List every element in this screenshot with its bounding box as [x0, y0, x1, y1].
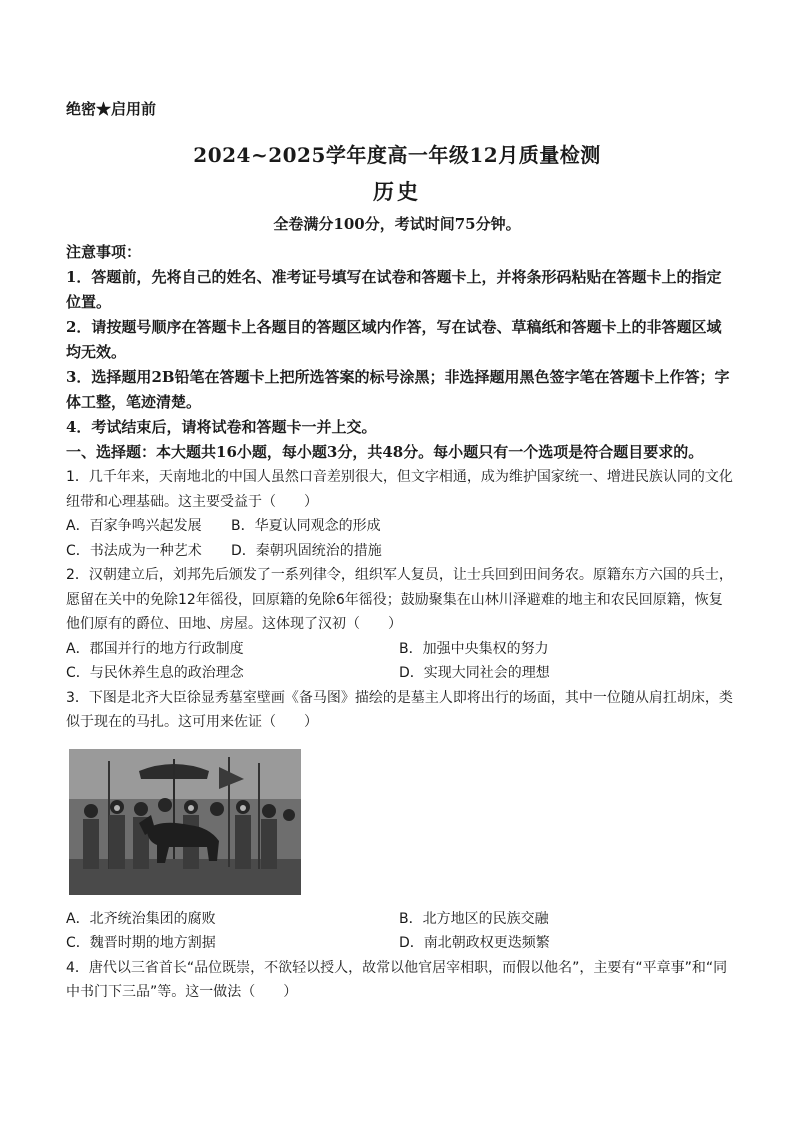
- question-3-options-row-1: [66, 907, 734, 932]
- note-item-4: 4．考试结束后，请将试卷和答题卡一并上交。: [66, 418, 377, 436]
- exam-subject: 历史: [373, 179, 421, 204]
- question-3-option-d: D．南北朝政权更迭频繁: [399, 935, 550, 951]
- mural-figure-area: [66, 735, 734, 907]
- question-3-stem: 3．下图是北齐大臣徐显秀墓室壁画《备马图》描绘的是墓主人即将出行的场面，其中一位随从肩扛胡床，类似于现在的马扎。这可用来佐证（ ）: [66, 689, 733, 730]
- section-heading: 一、选择题：本大题共16小题，每小题3分，共48分。每小题只有一个选项是符合题目要求的。: [66, 443, 704, 461]
- question-4-stem: 4．唐代以三省首长“品位既崇，不欲轻以授人，故常以他官居宰相职，而假以他名”，主要有“平章事”和“同中书门下三品”等。这一做法（ ）: [66, 959, 728, 1000]
- note-item-2: 2．请按题号顺序在答题卡上各题目的答题区域内作答，写在试卷、草稿纸和答题卡上的非答题区域均无效。: [66, 318, 722, 361]
- question-2-option-c: C．与民休养生息的政治理念: [66, 665, 244, 681]
- note-item-3: 3．选择题用2B铅笔在答题卡上把所选答案的标号涂黑；非选择题用黑色签字笔在答题卡上作答；字体工整，笔迹清楚。: [66, 368, 730, 411]
- note-item-1: 1．答题前，先将自己的姓名、准考证号填写在试卷和答题卡上，并将条形码粘贴在答题卡上的指定位置。: [66, 268, 722, 311]
- question-2-option-d: D．实现大同社会的理想: [399, 665, 550, 681]
- question-1-option-a: A．百家争鸣兴起发展: [66, 518, 202, 534]
- question-3-option-b: B．北方地区的民族交融: [399, 910, 549, 927]
- question-3-options-row-2: [66, 931, 734, 956]
- question-2-option-b: B．加强中央集权的努力: [399, 640, 549, 657]
- question-2-options-row-2: [66, 661, 734, 686]
- notes-heading: 注意事项：: [66, 243, 142, 261]
- question-2-options-row-1: [66, 637, 734, 662]
- question-1-option-c: C．书法成为一种艺术: [66, 542, 202, 559]
- exam-content: [66, 240, 734, 1005]
- question-1-option-d: D．秦朝巩固统治的措施: [231, 542, 382, 559]
- question-2-option-a: A．郡国并行的地方行政制度: [66, 640, 244, 657]
- mural-image: [69, 749, 301, 895]
- exam-title: 2024~2025学年度高一年级12月质量检测: [193, 143, 601, 167]
- confidential-label: 绝密★启用前: [66, 100, 157, 118]
- question-3-option-a: A．北齐统治集团的腐败: [66, 910, 216, 927]
- question-3-option-c: C．魏晋时期的地方割据: [66, 935, 216, 951]
- question-1-stem: 1．几千年来，天南地北的中国人虽然口音差别很大，但文字相通，成为维护国家统一、增进民族认同的文化纽带和心理基础。这主要受益于（ ）: [66, 469, 733, 510]
- question-2-stem: 2．汉朝建立后，刘邦先后颁发了一系列律令，组织军人复员，让士兵回到田间务农。原籍东方六国的兵士，愿留在关中的免除12年徭役，回原籍的免除6年徭役；鼓励聚集在山林川泽避难的地主和农民回原籍，恢复他们原有的爵位、田地、房屋。这体现了汉初（ ）: [66, 567, 733, 632]
- question-1-options-row-2: [66, 539, 734, 564]
- question-1-option-b: B．华夏认同观念的形成: [231, 518, 381, 534]
- score-time-line: 全卷满分100分，考试时间75分钟。: [273, 215, 521, 233]
- question-1-options-row-1: [66, 514, 734, 539]
